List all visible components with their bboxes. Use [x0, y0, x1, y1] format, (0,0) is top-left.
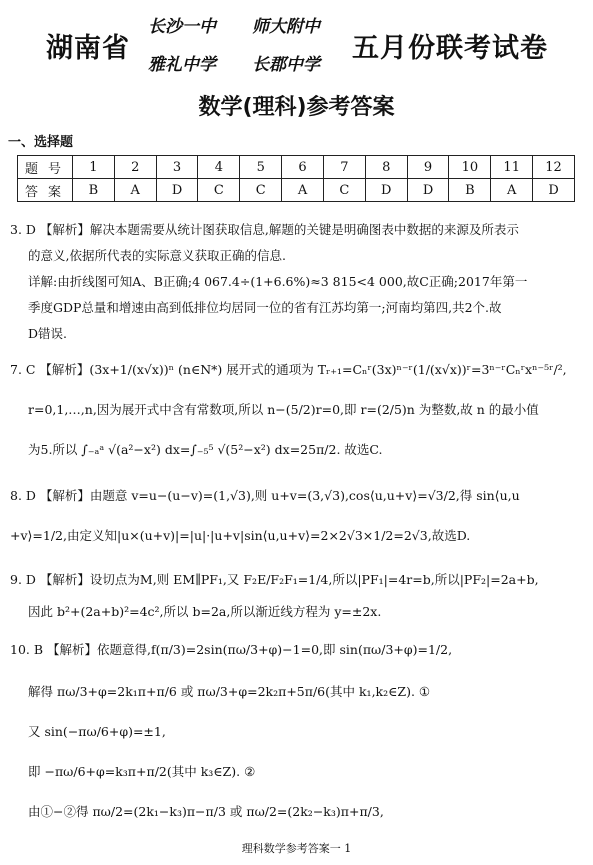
question-number: 11 — [491, 156, 533, 179]
solution-line: 的意义,依据所代表的实际意义获取正确的信息. — [28, 248, 286, 263]
solution-line: 又 sin(−πω/6+φ)=±1, — [28, 724, 166, 739]
row-header: 题号 — [18, 156, 73, 179]
solution-line: 3. D 【解析】解决本题需要从统计图获取信息,解题的关键是明确图表中数据的来源及所表示 — [10, 222, 519, 237]
answer-cell: C — [198, 179, 240, 202]
solution-line: 7. C 【解析】(3x+1/(x√x))ⁿ (n∈N*) 展开式的通项为 Tᵣ₊₁=Cₙʳ(3x)ⁿ⁻ʳ(1/(x√x))ʳ=3ⁿ⁻ʳCₙʳxⁿ⁻⁵ʳ/², — [10, 362, 567, 377]
solution-line: 9. D 【解析】设切点为M,则 EM∥PF₁,又 F₂E/F₂F₁=1/4,所以|PF₁|=4r=b,所以|PF₂|=2a+b, — [10, 572, 539, 587]
answer-cell: A — [114, 179, 156, 202]
answer-cell: D — [407, 179, 449, 202]
province-name: 湖南省 — [46, 33, 130, 64]
question-number: 12 — [533, 156, 575, 179]
solution-line: 因此 b²+(2a+b)²=4c²,所以 b=2a,所以渐近线方程为 y=±2x. — [28, 604, 382, 619]
solution-line: 8. D 【解析】由题意 v=u−(u−v)=(1,√3),则 u+v=(3,√3),cos⟨u,u+v⟩=√3/2,得 sin⟨u,u — [10, 488, 520, 503]
solution-line: 解得 πω/3+φ=2k₁π+π/6 或 πω/3+φ=2k₂π+5π/6(其中 k₁,k₂∈Z). ① — [28, 684, 431, 699]
school-name: 雅礼中学 — [148, 55, 216, 75]
question-number: 4 — [198, 156, 240, 179]
solution-line: 季度GDP总量和增速由高到低排位均居同一位的省有江苏均第一;河南均第四,共2个.故 — [28, 300, 502, 315]
answer-cell: B — [449, 179, 491, 202]
answer-table — [17, 155, 575, 202]
exam-header — [0, 6, 593, 76]
question-number: 2 — [114, 156, 156, 179]
school-name: 长郡中学 — [252, 55, 320, 75]
page-footer: 理科数学参考答案一 1 — [241, 842, 352, 855]
answer-cell: D — [365, 179, 407, 202]
solution-line: 10. B 【解析】依题意得,f(π/3)=2sin(πω/3+φ)−1=0,即 sin(πω/3+φ)=1/2, — [10, 642, 453, 657]
school-name: 长沙一中 — [148, 17, 216, 37]
answer-cell: D — [156, 179, 198, 202]
question-number: 8 — [365, 156, 407, 179]
solution-line: 详解:由折线图可知A、B正确;4 067.4÷(1+6.6%)≈3 815<4 000,故C正确;2017年第一 — [28, 274, 528, 289]
answer-cell: A — [491, 179, 533, 202]
solution-line: 为5.所以 ∫₋ₐᵃ √(a²−x²) dx=∫₋₅⁵ √(5²−x²) dx=25π/2. 故选C. — [28, 442, 383, 457]
answer-cell: D — [533, 179, 575, 202]
solution-line: 由①−②得 πω/2=(2k₁−k₃)π−π/3 或 πω/2=(2k₂−k₃)π+π/3, — [28, 804, 384, 819]
question-number: 5 — [240, 156, 282, 179]
section-heading: 一、选择题 — [8, 135, 74, 150]
school-name: 师大附中 — [252, 17, 320, 37]
answer-cell: C — [240, 179, 282, 202]
answer-row — [18, 179, 575, 202]
question-number: 10 — [449, 156, 491, 179]
exam-title: 五月份联考试卷 — [352, 33, 548, 64]
question-number: 9 — [407, 156, 449, 179]
question-number: 7 — [323, 156, 365, 179]
question-number: 6 — [282, 156, 324, 179]
solution-line: D错误. — [28, 326, 67, 341]
solution-line: r=0,1,…,n,因为展开式中含有常数项,所以 n−(5/2)r=0,即 r=(2/5)n 为整数,故 n 的最小值 — [28, 402, 539, 417]
answer-cell: B — [73, 179, 115, 202]
answer-cell: A — [282, 179, 324, 202]
question-number-row — [18, 156, 575, 179]
solution-line: +v⟩=1/2,由定义知|u×(u+v)|=|u|·|u+v|sin⟨u,u+v⟩=2×2√3×1/2=2√3,故选D. — [10, 528, 471, 543]
question-number: 3 — [156, 156, 198, 179]
row-header: 答案 — [18, 179, 73, 202]
document-title: 数学(理科)参考答案 — [198, 95, 395, 120]
question-number: 1 — [73, 156, 115, 179]
answer-cell: C — [323, 179, 365, 202]
solution-line: 即 −πω/6+φ=k₃π+π/2(其中 k₃∈Z). ② — [28, 764, 256, 779]
